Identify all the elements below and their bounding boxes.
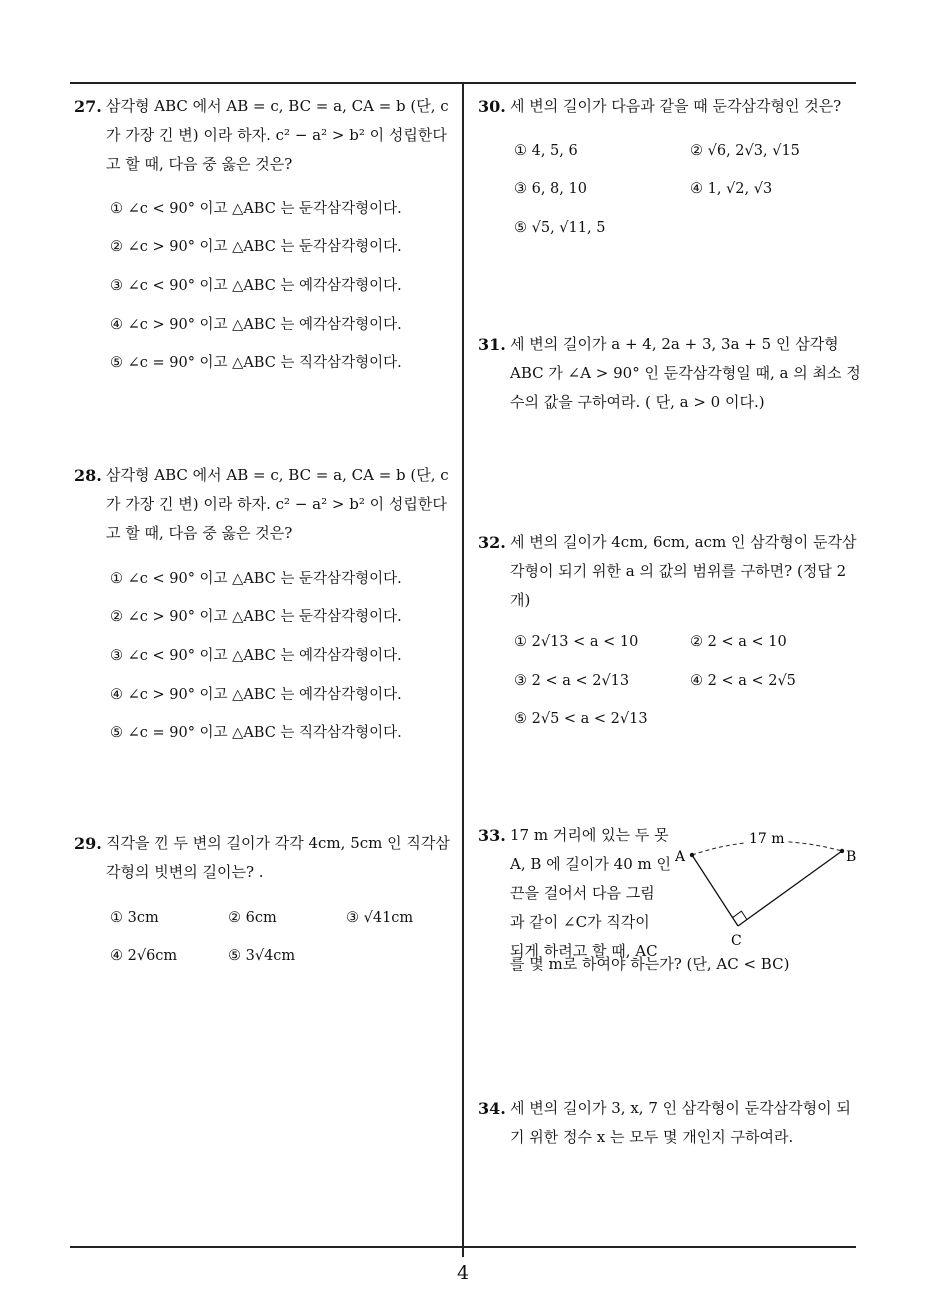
option-1: ① 3cm	[110, 910, 159, 926]
question-text: 세 변의 길이가 3, x, 7 인 삼각형이 둔각삼각형이 되기 위한 정수 x 는 모두 몇 개인지 구하여라.	[510, 1099, 851, 1146]
option-5: ⑤ ∠c = 90° 이고 △ABC 는 직각삼각형이다.	[110, 725, 402, 741]
option-2: ② ∠c > 90° 이고 △ABC 는 둔각삼각형이다.	[110, 239, 402, 255]
option-1: ① ∠c < 90° 이고 △ABC 는 둔각삼각형이다.	[110, 571, 402, 587]
question-text-line: 과 같이 ∠C가 직각이	[510, 913, 650, 931]
question-text: 직각을 낀 두 변의 길이가 각각 4cm, 5cm 인 직각삼각형의 빗변의 길이는? .	[106, 834, 450, 881]
option-5: ⑤ ∠c = 90° 이고 △ABC 는 직각삼각형이다.	[110, 355, 402, 371]
question-text: 세 변의 길이가 다음과 같을 때 둔각삼각형인 것은?	[510, 97, 842, 115]
question-33	[478, 821, 671, 966]
question-text: 세 변의 길이가 a + 4, 2a + 3, 3a + 5 인 삼각형 ABC 가 ∠A > 90° 인 둔각삼각형일 때, a 의 최소 정수의 값을 구하여라. ( 단, a > 0 이다.)	[510, 335, 861, 411]
question-text-line: A, B 에 길이가 40 m 인	[510, 855, 671, 873]
question-number: 32.	[478, 533, 506, 552]
question-31	[478, 330, 862, 417]
right-angle-mark	[733, 911, 747, 919]
question-text-line: 되게 하려고 할 때, AC	[510, 942, 658, 960]
question-32	[478, 528, 862, 615]
question-34	[478, 1094, 862, 1152]
option-1: ① 2√13 < a < 10	[514, 634, 639, 650]
vertex-c-label: C	[731, 933, 742, 949]
option-2: ② ∠c > 90° 이고 △ABC 는 둔각삼각형이다.	[110, 609, 402, 625]
question-29	[74, 829, 460, 887]
option-2: ② 6cm	[228, 910, 277, 926]
option-2: ② √6, 2√3, √15	[690, 143, 800, 159]
question-text: 세 변의 길이가 4cm, 6cm, acm 인 삼각형이 둔각삼각형이 되기 위한 a 의 값의 범위를 구하면? (정답 2 개)	[510, 533, 857, 609]
question-number: 27.	[74, 97, 102, 116]
question-27	[74, 92, 460, 179]
side-bc	[738, 851, 842, 926]
question-text: 삼각형 ABC 에서 AB = c, BC = a, CA = b (단, c 가 가장 긴 변) 이라 하자. c² − a² > b² 이 성립한다고 할 때, 다음 중 옳은 것은?	[106, 97, 449, 173]
option-3: ③ ∠c < 90° 이고 △ABC 는 예각삼각형이다.	[110, 648, 402, 664]
question-number: 34.	[478, 1099, 506, 1118]
option-4: ④ 1, √2, √3	[690, 181, 773, 197]
question-33-last-line: 를 몇 m로 하여야 하는가? (단, AC < BC)	[510, 955, 790, 973]
option-3: ③ √41cm	[346, 910, 414, 926]
option-5: ⑤ √5, √11, 5	[514, 220, 606, 236]
question-text-line: 끈을 걸어서 다음 그림	[510, 884, 655, 902]
option-3: ③ ∠c < 90° 이고 △ABC 는 예각삼각형이다.	[110, 278, 402, 294]
question-number: 30.	[478, 97, 506, 116]
question-number: 31.	[478, 335, 506, 354]
vertex-b-label: B	[846, 849, 857, 865]
option-5: ⑤ 2√5 < a < 2√13	[514, 711, 648, 727]
nail-b	[840, 849, 844, 853]
column-divider	[462, 82, 464, 1257]
option-4: ④ 2 < a < 2√5	[690, 673, 796, 689]
nail-a	[690, 853, 694, 857]
question-number: 28.	[74, 466, 102, 485]
distance-label: 17 m	[749, 831, 785, 847]
option-3: ③ 2 < a < 2√13	[514, 673, 630, 689]
option-4: ④ 2√6cm	[110, 948, 178, 964]
question-number: 33.	[478, 826, 506, 845]
question-28	[74, 461, 460, 548]
option-4: ④ ∠c > 90° 이고 △ABC 는 예각삼각형이다.	[110, 687, 402, 703]
question-text: 삼각형 ABC 에서 AB = c, BC = a, CA = b (단, c 가 가장 긴 변) 이라 하자. c² − a² > b² 이 성립한다고 할 때, 다음 중 옳은 것은?	[106, 466, 449, 542]
page-number: 4	[456, 1262, 470, 1284]
option-3: ③ 6, 8, 10	[514, 181, 587, 197]
option-4: ④ ∠c > 90° 이고 △ABC 는 예각삼각형이다.	[110, 317, 402, 333]
question-text-line: 17 m 거리에 있는 두 못	[510, 826, 669, 844]
question-number: 29.	[74, 834, 102, 853]
option-1: ① 4, 5, 6	[514, 143, 578, 159]
vertex-a-label: A	[675, 849, 686, 865]
triangle-figure	[670, 826, 860, 951]
option-5: ⑤ 3√4cm	[228, 948, 296, 964]
option-1: ① ∠c < 90° 이고 △ABC 는 둔각삼각형이다.	[110, 201, 402, 217]
question-30	[478, 92, 862, 121]
side-ac	[692, 855, 738, 926]
option-2: ② 2 < a < 10	[690, 634, 787, 650]
